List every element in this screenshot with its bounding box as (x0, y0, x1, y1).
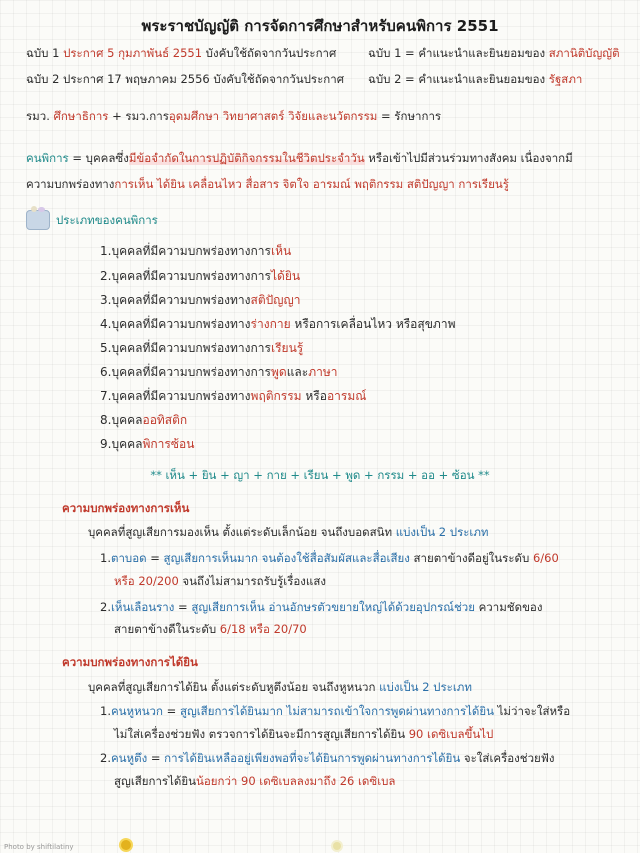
ministers-role: = รักษาการ (377, 109, 442, 123)
basket-icon (26, 210, 50, 230)
visual-low-vision-tail: ความชัดของ (474, 600, 543, 614)
page-title: พระราชบัญญัติ การจัดการศึกษาสำหรับคนพิการ 2551 (141, 17, 499, 35)
hearing-section-header: ความบกพร่องทางการได้ยิน (62, 655, 198, 669)
type-text: 9.บุคคล (100, 437, 143, 451)
hearing-hoh-level: น้อยกว่า 90 เดซิเบลลงมาถึง 26 เดซิเบล (195, 774, 396, 788)
hearing-hoh-level-text: สูญเสียการได้ยิน (114, 774, 196, 788)
edition-1-effective: บังคับใช้ถัดจากวันประกาศ (202, 46, 337, 60)
edition-2-line: ฉบับ 2 ประกาศ 17 พฤษภาคม 2556 บังคับใช้ถัดจากวันประกาศ (26, 72, 345, 86)
type-text: 4.บุคคลที่มีความบกพร่องทาง (100, 317, 251, 331)
visual-blind-level: 6/60 (532, 551, 559, 565)
type-keyword: ออทิสติก (142, 413, 188, 427)
edition-1-approval-text: ฉบับ 1 = คำแนะนำและยินยอมของ (368, 46, 549, 60)
visual-blind-tail: จนถึงไม่สามารถรับรู้เรื่องแสง (178, 574, 326, 588)
ministers-joiner: + รมว.การ (108, 109, 169, 123)
ministry-higher-education: อุดมศึกษา วิทยาศาสตร์ วิจัยและนวัตกรรม (168, 109, 378, 123)
hearing-deaf-test-text: ไม่ใส่เครื่องช่วยฟัง ตรวจการได้ยินจะมีการสูญเสียการได้ยิน (114, 727, 409, 741)
edition-1-label: ฉบับ 1 (26, 46, 64, 60)
visual-item-1-line-2 (114, 573, 326, 591)
item-number: 1. (100, 551, 111, 565)
edition-1-line (26, 45, 336, 63)
hearing-item-1-line-1 (100, 703, 570, 721)
ministers-line (26, 108, 441, 126)
visual-low-vision-level-text: สายตาข้างดีในระดับ (114, 622, 220, 636)
type-keyword: พิการซ้อน (142, 437, 195, 451)
visual-intro-text: บุคคลที่สูญเสียการมองเห็น ตั้งแต่ระดับเล็กน้อย จนถึงบอดสนิท (88, 525, 396, 539)
type-text: 3.บุคคลที่มีความบกพร่องทาง (100, 293, 251, 307)
type-keyword: สติปัญญา (250, 293, 301, 307)
visual-low-vision-desc: สูญเสียการเห็น อ่านอักษรตัวขยายใหญ่ได้ด้วยอุปกรณ์ช่วย (191, 600, 475, 614)
item-number: 2. (100, 600, 111, 614)
item-number: 2. (100, 751, 111, 765)
type-text: 1.บุคคลที่มีความบกพร่องทางการ (100, 244, 271, 258)
flower-icon (121, 840, 131, 850)
hearing-item-2-line-1 (100, 750, 555, 768)
ministry-education: ศึกษาธิการ (53, 109, 109, 123)
type-item-2 (100, 267, 300, 286)
definition-impairments: การเห็น ได้ยิน เคลื่อนไหว สื่อสาร จิตใจ อารมณ์ พฤติกรรม สติปัญญา การเรียนรู้ (114, 177, 509, 191)
type-text: 8.บุคคล (100, 413, 143, 427)
type-text: 7.บุคคลที่มีความบกพร่องทาง (100, 389, 251, 403)
hearing-intro-count: แบ่งเป็น 2 ประเภท (379, 680, 472, 694)
flower-icon (333, 842, 341, 850)
hearing-deaf-level: 90 เดซิเบลขึ้นไป (408, 727, 494, 741)
ministers-prefix: รมว. (26, 109, 54, 123)
type-text: 2.บุคคลที่มีความบกพร่องทางการ (100, 269, 271, 283)
hearing-item-1-line-2 (114, 726, 493, 744)
mnemonic-line: ** เห็น + ยิน + ญา + กาย + เรียน + พูด + กรรม + ออ + ซ้อน ** (150, 468, 490, 482)
edition-2-approval (368, 71, 582, 89)
hearing-intro-text: บุคคลที่สูญเสียการได้ยิน ตั้งแต่ระดับหูตึงน้อย จนถึงหูหนวก (88, 680, 380, 694)
type-text-mid: หรือ (301, 389, 327, 403)
definition-line-1 (26, 150, 573, 168)
visual-item-2-line-1 (100, 599, 542, 617)
visual-section-header: ความบกพร่องทางการเห็น (62, 501, 190, 515)
types-header: ประเภทของคนพิการ (56, 213, 158, 227)
visual-item-2-line-2 (114, 621, 307, 639)
type-text-post: หรือการเคลื่อนไหว หรือสุขภาพ (290, 317, 456, 331)
edition-2-approval-text: ฉบับ 2 = คำแนะนำและยินยอมของ (368, 72, 549, 86)
hearing-deaf-desc: สูญเสียการได้ยินมาก ไม่สามารถเข้าใจการพูดผ่านทางการได้ยิน (179, 704, 494, 718)
item-number: 1. (100, 704, 111, 718)
visual-intro (88, 524, 489, 542)
visual-intro-count: แบ่งเป็น 2 ประเภท (395, 525, 489, 539)
type-item-8 (100, 411, 187, 430)
visual-blind-level-text: สายตาข้างดีอยู่ในระดับ (409, 551, 533, 565)
definition-term: คนพิการ (26, 151, 69, 165)
visual-blind-level-alt: หรือ 20/200 (114, 574, 179, 588)
edition-1-approval (368, 45, 620, 63)
equals-sign: = (147, 751, 165, 765)
type-text: 5.บุคคลที่มีความบกพร่องทางการ (100, 341, 271, 355)
edition-2-approver: รัฐสภา (548, 72, 583, 86)
equals-sign: = (146, 551, 164, 565)
type-keyword: ได้ยิน (270, 269, 301, 283)
hearing-hoh-term: คนหูตึง (110, 751, 148, 765)
type-item-5 (100, 339, 303, 358)
visual-item-1-line-1 (100, 550, 559, 568)
definition-text-c: หรือเข้าไปมีส่วนร่วมทางสังคม เนื่องจากมี (364, 151, 573, 165)
type-keyword-2: ภาษา (308, 365, 338, 379)
type-item-3 (100, 291, 300, 310)
hearing-intro (88, 679, 472, 697)
hearing-deaf-term: คนหูหนวก (110, 704, 163, 718)
equals-sign: = (174, 600, 192, 614)
type-item-6 (100, 363, 338, 382)
type-item-4 (100, 315, 455, 334)
type-item-9 (100, 435, 194, 454)
visual-low-vision-term: เห็นเลือนราง (110, 600, 175, 614)
type-item-1 (100, 242, 291, 261)
type-keyword: เห็น (270, 244, 292, 258)
visual-blind-desc: สูญเสียการเห็นมาก จนต้องใช้สื่อสัมผัสและสื่อเสียง (163, 551, 410, 565)
hearing-item-2-line-2 (114, 773, 395, 791)
type-keyword: พฤติกรรม (250, 389, 302, 403)
type-item-7 (100, 387, 366, 406)
definition-line-2 (26, 176, 509, 194)
edition-1-approver: สภานิติบัญญัติ (548, 46, 620, 60)
definition-text-d: ความบกพร่องทาง (26, 177, 115, 191)
type-keyword: เรียนรู้ (270, 341, 304, 355)
visual-low-vision-level: 6/18 หรือ 20/70 (219, 622, 307, 636)
type-keyword-2: อารมณ์ (326, 389, 367, 403)
type-keyword: ร่างกาย (250, 317, 291, 331)
edition-1-date: ประกาศ 5 กุมภาพันธ์ 2551 (63, 46, 203, 60)
type-text: 6.บุคคลที่มีความบกพร่องทางการ (100, 365, 271, 379)
hearing-deaf-tail: ไม่ว่าจะใส่หรือ (493, 704, 571, 718)
photo-credit: Photo by shiftilatiny (4, 843, 74, 851)
definition-highlight: มีข้อจำกัดในการปฏิบัติกิจกรรมในชีวิตประจำวัน (128, 151, 365, 165)
type-keyword: พูด (270, 365, 287, 379)
hearing-hoh-tail: จะใส่เครื่องช่วยฟัง (460, 751, 555, 765)
hearing-hoh-desc: การได้ยินเหลืออยู่เพียงพอที่จะได้ยินการพูดผ่านทางการได้ยิน (164, 751, 461, 765)
equals-sign: = (162, 704, 180, 718)
definition-text-a: = บุคคลซึ่ง (68, 151, 129, 165)
visual-blind-term: ตาบอด (110, 551, 147, 565)
type-text-mid: และ (286, 365, 309, 379)
